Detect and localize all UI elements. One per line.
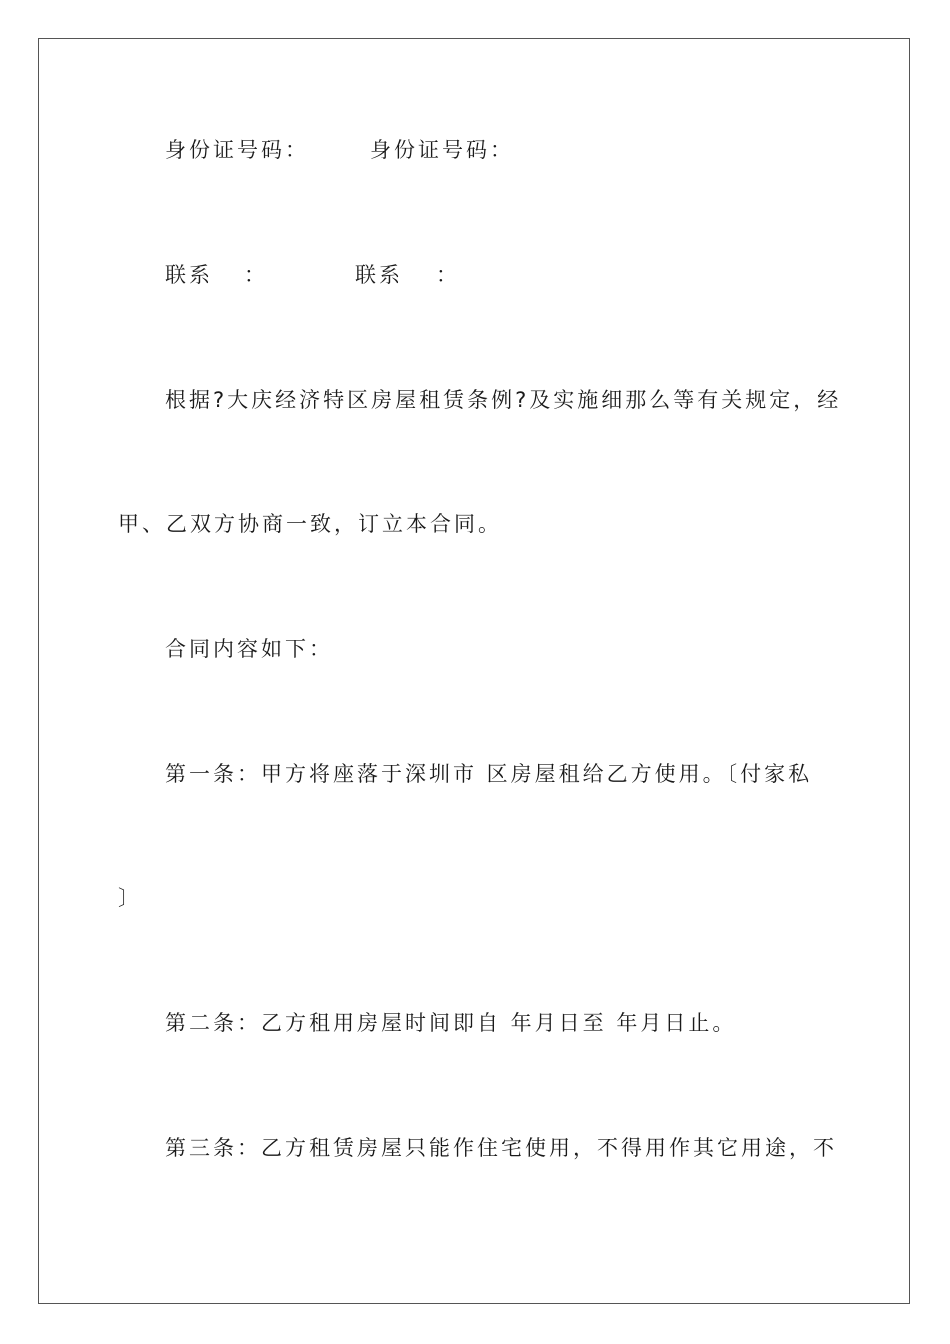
contents-heading: 合同内容如下：: [165, 637, 333, 661]
article-1-line-1: 第一条：甲方将座落于深圳市 区房屋租给乙方使用。〔付家私: [165, 762, 813, 786]
basis-paragraph-line-1: 根据?大庆经济特区房屋租赁条例?及实施细那么等有关规定，经: [165, 388, 842, 412]
basis-paragraph-line-2: 甲、乙双方协商一致，订立本合同。: [118, 512, 502, 536]
id-number-label-party-b: 身份证号码：: [370, 138, 514, 162]
contact-colon-party-a: ：: [244, 263, 265, 287]
contact-label-party-b: 联系: [355, 263, 403, 287]
page-border: [38, 38, 910, 1304]
article-3-line-1: 第三条：乙方租赁房屋只能作住宅使用，不得用作其它用途，不: [165, 1136, 837, 1160]
id-number-label-party-a: 身份证号码：: [165, 138, 309, 162]
contact-label-party-a: 联系: [165, 263, 213, 287]
article-2: 第二条：乙方租用房屋时间即自 年月日至 年月日止。: [165, 1011, 737, 1035]
contact-colon-party-b: ：: [436, 263, 457, 287]
article-1-line-2: 〕: [118, 886, 142, 910]
